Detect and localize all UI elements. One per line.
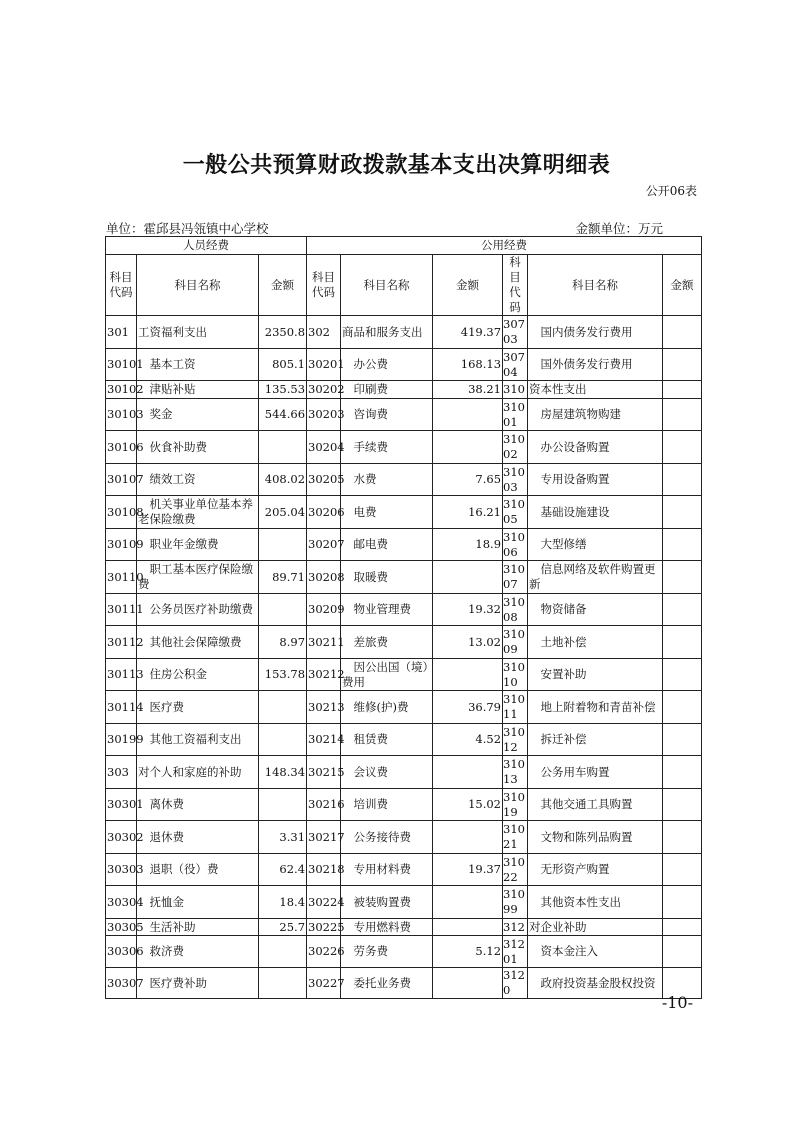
item-code: 30206	[307, 496, 341, 529]
item-amount	[433, 399, 503, 431]
item-amount	[433, 756, 503, 789]
item-amount	[663, 659, 702, 691]
money-unit-label: 金额单位：万元	[575, 221, 663, 236]
item-code: 31006	[503, 529, 528, 561]
item-amount	[433, 968, 503, 999]
item-code: 30101	[106, 349, 137, 381]
item-code: 30203	[307, 399, 341, 431]
table-row	[106, 626, 702, 659]
item-code: 30208	[307, 561, 341, 594]
item-name: 专用燃料费	[341, 919, 433, 936]
item-name: 其他交通工具购置	[528, 789, 663, 821]
item-name: 津贴补贴	[137, 381, 259, 399]
item-name: 抚恤金	[137, 886, 259, 919]
item-amount: 15.02	[433, 789, 503, 821]
item-code: 301	[106, 316, 137, 349]
item-code: 31011	[503, 691, 528, 724]
item-amount	[663, 431, 702, 464]
item-amount	[663, 854, 702, 886]
item-code: 3120	[503, 968, 528, 999]
item-code: 30106	[106, 431, 137, 464]
item-name: 地上附着物和青苗补偿	[528, 691, 663, 724]
table-row	[106, 316, 702, 349]
item-name: 无形资产购置	[528, 854, 663, 886]
item-amount	[663, 919, 702, 936]
item-amount	[663, 316, 702, 349]
item-code: 30199	[106, 724, 137, 756]
item-name: 奖金	[137, 399, 259, 431]
item-name: 政府投资基金股权投资	[528, 968, 663, 999]
item-name: 取暖费	[341, 561, 433, 594]
item-code: 30108	[106, 496, 137, 529]
item-name: 资本金注入	[528, 936, 663, 968]
item-amount: 5.12	[433, 936, 503, 968]
item-amount: 38.21	[433, 381, 503, 399]
item-name: 对企业补助	[528, 919, 663, 936]
item-name: 离休费	[137, 789, 259, 821]
item-name: 对个人和家庭的补助	[137, 756, 259, 789]
item-amount: 135.53	[259, 381, 307, 399]
item-code: 31005	[503, 496, 528, 529]
item-name: 医疗费补助	[137, 968, 259, 999]
col-header-name: 科目名称	[341, 255, 433, 316]
item-amount	[663, 789, 702, 821]
table-row	[106, 936, 702, 968]
item-code: 30111	[106, 594, 137, 626]
item-name: 维修(护)费	[341, 691, 433, 724]
item-code: 303	[106, 756, 137, 789]
item-code: 30305	[107, 919, 144, 934]
item-amount: 4.52	[433, 724, 503, 756]
item-amount	[663, 464, 702, 496]
item-name: 绩效工资	[137, 464, 259, 496]
item-amount: 19.37	[433, 854, 503, 886]
item-code: 30201	[307, 349, 341, 381]
item-name: 手续费	[341, 431, 433, 464]
item-amount	[663, 886, 702, 919]
item-name: 工资福利支出	[137, 316, 259, 349]
item-name: 被装购置费	[341, 886, 433, 919]
item-amount: 168.13	[433, 349, 503, 381]
table-row	[106, 691, 702, 724]
col-header-amount: 金额	[663, 255, 702, 316]
item-name: 专用材料费	[341, 854, 433, 886]
item-name: 会议费	[341, 756, 433, 789]
item-amount	[663, 626, 702, 659]
item-name: 基础设施建设	[528, 496, 663, 529]
col-header-amount: 金额	[259, 255, 307, 316]
item-code: 30209	[307, 594, 341, 626]
item-amount	[259, 431, 307, 464]
item-code: 31003	[503, 464, 528, 496]
item-amount: 148.34	[259, 756, 307, 789]
item-amount: 18.9	[433, 529, 503, 561]
item-amount	[259, 936, 307, 968]
item-amount	[259, 594, 307, 626]
item-amount	[259, 529, 307, 561]
item-name: 其他资本性支出	[528, 886, 663, 919]
item-name: 信息网络及软件购置更新	[528, 561, 663, 594]
item-name: 伙食补助费	[137, 431, 259, 464]
item-name: 差旅费	[341, 626, 433, 659]
item-amount	[663, 381, 702, 399]
expense-table	[105, 236, 702, 999]
item-name: 办公费	[341, 349, 433, 381]
table-row	[106, 561, 702, 594]
item-name: 医疗费	[137, 691, 259, 724]
item-code: 30214	[307, 724, 341, 756]
table-row	[106, 381, 702, 399]
item-name: 物资储备	[528, 594, 663, 626]
item-amount	[663, 349, 702, 381]
item-name: 水费	[341, 464, 433, 496]
item-code: 30102	[106, 381, 137, 399]
item-amount	[663, 399, 702, 431]
item-name: 国外债务发行费用	[528, 349, 663, 381]
item-name: 咨询费	[341, 399, 433, 431]
item-name: 商品和服务支出	[341, 316, 433, 349]
item-amount	[433, 821, 503, 854]
item-code: 30226	[307, 936, 341, 968]
item-name: 公务员医疗补助缴费	[137, 594, 259, 626]
item-name: 公务用车购置	[528, 756, 663, 789]
item-name: 邮电费	[341, 529, 433, 561]
item-name: 培训费	[341, 789, 433, 821]
item-amount: 89.71	[259, 561, 307, 594]
item-code: 30109	[106, 529, 137, 561]
item-amount	[663, 594, 702, 626]
item-code: 30227	[307, 968, 341, 999]
item-name: 机关事业单位基本养老保险缴费	[137, 496, 259, 529]
item-amount: 19.32	[433, 594, 503, 626]
table-row	[106, 821, 702, 854]
form-number: 公开06表	[645, 184, 697, 198]
item-amount: 18.4	[259, 886, 307, 919]
item-code: 30107	[106, 464, 137, 496]
item-amount	[663, 529, 702, 561]
page-title: 一般公共预算财政拨款基本支出决算明细表	[182, 152, 611, 178]
item-code: 310	[503, 381, 528, 399]
item-code: 30207	[307, 529, 341, 561]
group-header-public: 公用经费	[307, 237, 702, 255]
item-amount	[259, 724, 307, 756]
item-name: 租赁费	[341, 724, 433, 756]
item-amount	[259, 968, 307, 999]
item-amount	[663, 724, 702, 756]
item-amount: 36.79	[433, 691, 503, 724]
item-name: 大型修缮	[528, 529, 663, 561]
page-number: -10-	[661, 993, 693, 1012]
item-code: 302	[307, 316, 341, 349]
item-code: 30703	[503, 316, 528, 349]
item-amount	[259, 789, 307, 821]
item-name: 职业年金缴费	[137, 529, 259, 561]
item-amount: 544.66	[259, 399, 307, 431]
item-code: 30303	[106, 854, 137, 886]
item-code: 31201	[503, 936, 528, 968]
table-row	[106, 724, 702, 756]
item-amount: 3.31	[259, 821, 307, 854]
item-code: 30103	[106, 399, 137, 431]
item-amount	[663, 821, 702, 854]
table-row	[106, 594, 702, 626]
item-amount: 205.04	[259, 496, 307, 529]
item-amount	[433, 919, 503, 936]
col-header-name: 科目名称	[528, 255, 663, 316]
table-row	[106, 431, 702, 464]
item-name: 其他工资福利支出	[137, 724, 259, 756]
item-amount	[663, 691, 702, 724]
item-amount	[259, 691, 307, 724]
item-amount: 13.02	[433, 626, 503, 659]
item-code: 31099	[503, 886, 528, 919]
item-name: 拆迁补偿	[528, 724, 663, 756]
item-code: 30304	[106, 886, 137, 919]
table-row	[106, 854, 702, 886]
item-code: 31007	[503, 561, 528, 594]
item-amount	[433, 659, 503, 691]
item-amount	[663, 496, 702, 529]
item-code: 30225	[308, 919, 345, 934]
table-row	[106, 659, 702, 691]
item-code: 31009	[503, 626, 528, 659]
item-name: 劳务费	[341, 936, 433, 968]
item-code: 30217	[307, 821, 341, 854]
item-amount: 153.78	[259, 659, 307, 691]
item-name: 住房公积金	[137, 659, 259, 691]
item-name: 印刷费	[341, 381, 433, 399]
item-code: 31001	[503, 399, 528, 431]
col-header-name: 科目名称	[137, 255, 259, 316]
item-code: 312	[503, 919, 528, 936]
item-code: 30112	[106, 626, 137, 659]
item-code: 30205	[307, 464, 341, 496]
item-code: 31022	[503, 854, 528, 886]
item-code: 31002	[503, 431, 528, 464]
item-code: 30216	[307, 789, 341, 821]
table-row	[106, 886, 702, 919]
item-code: 30224	[307, 886, 341, 919]
item-amount: 16.21	[433, 496, 503, 529]
item-name: 安置补助	[528, 659, 663, 691]
item-code: 30110	[106, 561, 137, 594]
item-amount: 8.97	[259, 626, 307, 659]
item-amount	[433, 561, 503, 594]
item-code: 30213	[307, 691, 341, 724]
item-code: 31008	[503, 594, 528, 626]
item-code: 30202	[307, 381, 341, 399]
item-code: 30212	[307, 659, 341, 691]
item-code: 30302	[106, 821, 137, 854]
item-amount	[663, 756, 702, 789]
table-row	[106, 756, 702, 789]
item-name: 职工基本医疗保险缴费	[137, 561, 259, 594]
item-amount	[663, 561, 702, 594]
item-amount: 62.4	[259, 854, 307, 886]
item-name: 电费	[341, 496, 433, 529]
table-row	[106, 789, 702, 821]
item-name: 国内债务发行费用	[528, 316, 663, 349]
col-header-code: 科目代码	[106, 255, 137, 316]
item-code: 31019	[503, 789, 528, 821]
item-name: 生活补助	[137, 919, 259, 936]
table-row	[106, 496, 702, 529]
item-amount	[663, 936, 702, 968]
item-code: 30114	[106, 691, 137, 724]
table-row	[106, 399, 702, 431]
col-header-amount: 金额	[433, 255, 503, 316]
item-code: 30211	[307, 626, 341, 659]
item-name: 退职（役）费	[137, 854, 259, 886]
item-name: 房屋建筑物购建	[528, 399, 663, 431]
item-name: 专用设备购置	[528, 464, 663, 496]
table-row	[106, 919, 702, 936]
table-row	[106, 529, 702, 561]
item-code: 30301	[106, 789, 137, 821]
item-code: 30307	[106, 968, 137, 999]
unit-label: 单位：霍邱县冯瓴镇中心学校	[106, 221, 269, 236]
item-name: 其他社会保障缴费	[137, 626, 259, 659]
item-name: 救济费	[137, 936, 259, 968]
item-code: 30113	[106, 659, 137, 691]
item-code: 31013	[503, 756, 528, 789]
col-header-code: 科目代码	[307, 255, 341, 316]
item-name: 委托业务费	[341, 968, 433, 999]
item-amount	[433, 431, 503, 464]
item-name: 土地补偿	[528, 626, 663, 659]
table-row	[106, 349, 702, 381]
item-name: 公务接待费	[341, 821, 433, 854]
table-row	[106, 968, 702, 999]
item-code: 30704	[503, 349, 528, 381]
item-code: 31021	[503, 821, 528, 854]
item-name: 因公出国（境）费用	[341, 659, 433, 691]
item-amount: 805.1	[259, 349, 307, 381]
item-code: 30218	[307, 854, 341, 886]
item-code: 30204	[307, 431, 341, 464]
item-name: 办公设备购置	[528, 431, 663, 464]
group-header-personnel: 人员经费	[106, 237, 307, 255]
item-name: 资本性支出	[528, 381, 663, 399]
item-amount: 419.37	[433, 316, 503, 349]
item-code: 30215	[307, 756, 341, 789]
col-header-code: 科目代码	[503, 255, 528, 316]
item-amount: 7.65	[433, 464, 503, 496]
item-code: 30306	[106, 936, 137, 968]
item-name: 退休费	[137, 821, 259, 854]
table-row	[106, 464, 702, 496]
item-amount: 2350.8	[259, 316, 307, 349]
item-amount	[433, 886, 503, 919]
item-amount: 25.7	[259, 919, 307, 936]
item-code: 31012	[503, 724, 528, 756]
item-name: 文物和陈列品购置	[528, 821, 663, 854]
item-amount: 408.02	[259, 464, 307, 496]
item-name: 物业管理费	[341, 594, 433, 626]
item-code: 31010	[503, 659, 528, 691]
item-name: 基本工资	[137, 349, 259, 381]
